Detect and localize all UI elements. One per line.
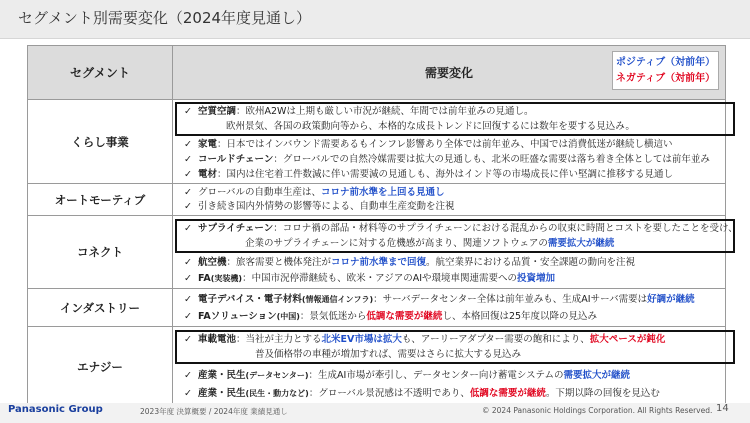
- check-mark-icon: ✓: [184, 187, 192, 198]
- segment-connect: [28, 215, 173, 288]
- energy-line-1-cont: 普及価格帯の車種が増加すれば、需要はさらに拡大する見込み: [255, 349, 522, 360]
- segment-energy: [28, 326, 173, 406]
- brand-logo: Panasonic Group: [8, 404, 103, 415]
- kurashi-line-4: ✓ 電材：国内は住宅着工件数減に伴い需要減の見通しも、海外はインド等の市場成長に伴い堅調に推移する見通し: [184, 169, 674, 180]
- check-mark-icon: ✓: [184, 257, 192, 268]
- industry-line-1: ✓ 電子デバイス・電子材料(情報通信インフラ)：サーバデータセンター全体は前年並みも、生成AIサーバ需要は好調が継続: [184, 294, 695, 305]
- header-demand: 需要変化: [424, 66, 473, 80]
- row-industry: [173, 288, 725, 326]
- kurashi-line-1-cont: 欧州景気、各国の政策動向等から、本格的な成長トレンドに回復するには数年を要する見込み。: [226, 121, 635, 132]
- auto-line-2: ✓ 引き続き国内外情勢の影響等による、自動車生産変動を注視: [184, 201, 455, 212]
- energy-line-1: ✓ 車載電池：当社が主力とする北米EV市場は拡大も、アーリーアダプター需要の飽和により、拡大ペースが鈍化: [184, 334, 666, 345]
- kurashi-line-1: ✓ 空質空調：欧州A2Wは上期も厳しい市況が継続、年間では前年並みの見通し。: [184, 106, 534, 117]
- row-connect: [173, 215, 738, 288]
- row-energy: [173, 326, 725, 406]
- industry-line-2: ✓ FAソリューション(中国)：景気低迷から低調な需要が継続し、本格回復は25年度以降の見込み: [184, 311, 598, 322]
- page-title: セグメント別需要変化（2024年度見通し）: [18, 9, 312, 27]
- segment-industry-label: インダストリー: [59, 300, 141, 315]
- check-mark-icon: ✓: [184, 370, 192, 381]
- connect-line-1: ✓ サプライチェーン：コロナ禍の部品・材料等のサプライチェーンにおける混乱からの収束に時間とコストを要したことを受け、: [184, 223, 738, 234]
- legend-positive: ポジティブ（対前年）: [615, 57, 716, 68]
- legend-negative: ネガティブ（対前年）: [615, 73, 716, 84]
- auto-line-1: ✓ グローバルの自動車生産は、コロナ前水準を上回る見通し: [184, 187, 445, 198]
- check-mark-icon: ✓: [184, 223, 192, 234]
- check-mark-icon: ✓: [184, 106, 192, 117]
- connect-line-2: ✓ 航空機：旅客需要と機体発注がコロナ前水準まで回復。航空業界における品質・安全課題の動向を注視: [184, 257, 636, 268]
- kurashi-line-2: ✓ 家電：日本ではインバウンド需要あるもインフレ影響あり全体では前年並み、中国では消費低迷が継続し横這い: [184, 139, 673, 150]
- footer-doc-title: 2023年度 決算概要 / 2024年度 業績見通し: [140, 407, 288, 416]
- check-mark-icon: ✓: [184, 154, 192, 165]
- header-segment-cell: [28, 46, 173, 99]
- segment-energy-label: エナジー: [77, 359, 123, 374]
- segment-kurashi-label: くらし事業: [71, 134, 129, 149]
- energy-line-2: ✓ 産業・民生(データセンター)：生成AI市場が牽引し、データセンター向け蓄電システムの需要拡大が継続: [184, 370, 631, 381]
- check-mark-icon: ✓: [184, 334, 192, 345]
- title-bar: [0, 0, 750, 38]
- connect-line-3: ✓ FA(実装機)：中国市況停滞継続も、欧米・アジアのAIや環境車関連需要への投資増加: [184, 273, 556, 284]
- segment-kurashi: [28, 99, 173, 183]
- check-mark-icon: ✓: [184, 294, 192, 305]
- demand-table: [27, 45, 738, 407]
- header-demand-cell: [173, 46, 725, 99]
- check-mark-icon: ✓: [184, 201, 192, 212]
- energy-line-3: ✓ 産業・民生(民生・動力など)：グローバル景況感は不透明であり、低調な需要が継続。下期以降の回復を見込む: [184, 388, 660, 399]
- check-mark-icon: ✓: [184, 388, 192, 399]
- connect-line-1-cont: 企業のサプライチェーンに対する危機感が高まり、関連ソフトウェアの需要拡大が継続: [245, 238, 615, 249]
- page-number: 14: [716, 403, 729, 414]
- segment-connect-label: コネクト: [77, 245, 123, 259]
- row-auto: [173, 183, 725, 215]
- segment-auto-label: オートモーティブ: [54, 192, 146, 207]
- footer-copyright: © 2024 Panasonic Holdings Corporation. All Rights Reserved.: [482, 406, 713, 415]
- title-divider: [0, 38, 750, 39]
- segment-auto: [28, 183, 173, 215]
- row-kurashi: [173, 99, 725, 183]
- header-segment: セグメント: [70, 66, 130, 80]
- legend-box: [612, 51, 719, 90]
- check-mark-icon: ✓: [184, 311, 192, 322]
- segment-industry: [28, 288, 173, 326]
- kurashi-line-3: ✓ コールドチェーン：グローバルでの自然冷媒需要は拡大の見通しも、北米の旺盛な需要は落ち着き全体としては前年並み: [184, 154, 710, 165]
- check-mark-icon: ✓: [184, 273, 192, 284]
- check-mark-icon: ✓: [184, 139, 192, 150]
- check-mark-icon: ✓: [184, 169, 192, 180]
